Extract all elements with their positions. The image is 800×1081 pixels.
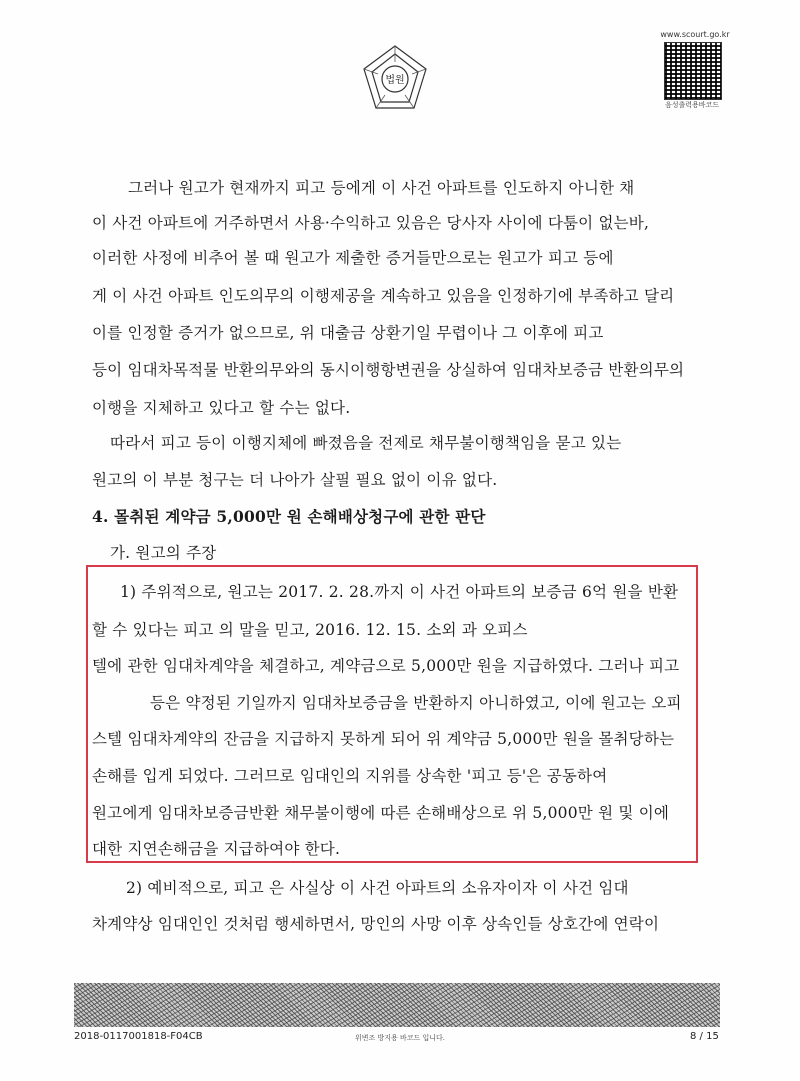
body-line: 등이 임대차목적물 반환의무와의 동시이행항변권을 상실하여 임대차보증금 반환의무의 bbox=[92, 361, 685, 379]
body-line: 이행을 지체하고 있다고 할 수는 없다. bbox=[92, 399, 351, 417]
qr-caption: 음성출력용바코드 bbox=[664, 101, 720, 109]
body-line: 대한 지연손해금을 지급하여야 한다. bbox=[92, 840, 341, 858]
body-line: 스텔 임대차계약의 잔금을 지급하지 못하게 되어 위 계약금 5,000만 원을 몰취당하는 bbox=[92, 730, 675, 748]
body-line: 2) 예비적으로, 피고 은 사실상 이 사건 아파트의 소유자이자 이 사건 임대 bbox=[126, 879, 629, 897]
body-line: 원고의 이 부분 청구는 더 나아가 살필 필요 없이 이유 없다. bbox=[92, 471, 498, 489]
body-line: 1) 주위적으로, 원고는 2017. 2. 28.까지 이 사건 아파트의 보증금 6억 원을 반환 bbox=[120, 583, 679, 601]
body-line: 이 사건 아파트에 거주하면서 사용·수익하고 있음은 당사자 사이에 다툼이 없는바, bbox=[92, 214, 650, 232]
body-line: 등은 약정된 기일까지 임대차보증금을 반환하지 아니하였고, 이에 원고는 오피 bbox=[150, 694, 682, 712]
body-line: 차계약상 임대인인 것처럼 행세하면서, 망인의 사망 이후 상속인들 상호간에 연락이 bbox=[92, 915, 660, 933]
body-line: 게 이 사건 아파트 인도의무의 이행제공을 계속하고 있음을 인정하기에 부족하고 달리 bbox=[92, 287, 675, 305]
body-line: 그러나 원고가 현재까지 피고 등에게 이 사건 아파트를 인도하지 아니한 채 bbox=[128, 179, 635, 197]
barcode-note: 위변조 방지용 바코드 입니다. bbox=[354, 1034, 446, 1042]
qr-code-icon bbox=[664, 42, 722, 100]
body-line: 이를 인정할 증거가 없으므로, 위 대출금 상환기일 무렵이나 그 이후에 피고 bbox=[92, 324, 604, 342]
page-number: 8 / 15 bbox=[690, 1031, 719, 1042]
body-line: 할 수 있다는 피고 의 말을 믿고, 2016. 12. 15. 소외 과 오피스 bbox=[92, 621, 528, 639]
body-line: 원고에게 임대차보증금반환 채무불이행에 따른 손해배상으로 위 5,000만 원 및 이에 bbox=[92, 804, 670, 822]
court-emblem-icon bbox=[358, 42, 432, 116]
subsection-heading: 가. 원고의 주장 bbox=[110, 544, 217, 562]
body-line: 손해를 입게 되었다. 그러므로 임대인의 지위를 상속한 '피고 등'은 공동하여 bbox=[92, 767, 608, 785]
body-line: 이러한 사정에 비추어 볼 때 원고가 제출한 증거들만으로는 원고가 피고 등에 bbox=[92, 249, 614, 267]
court-url: www.scourt.go.kr bbox=[660, 30, 730, 39]
section-heading: 4. 몰취된 계약금 5,000만 원 손해배상청구에 관한 판단 bbox=[92, 507, 486, 526]
body-line: 텔에 관한 임대차계약을 체결하고, 계약금으로 5,000만 원을 지급하였다. 그러나 피고 bbox=[92, 657, 680, 675]
anti-forgery-barcode bbox=[74, 983, 720, 1027]
emblem-label: 법원 bbox=[385, 75, 405, 86]
document-id: 2018-0117001818-F04CB bbox=[74, 1031, 203, 1042]
body-line: 따라서 피고 등이 이행지체에 빠졌음을 전제로 채무불이행책임을 묻고 있는 bbox=[110, 434, 622, 452]
